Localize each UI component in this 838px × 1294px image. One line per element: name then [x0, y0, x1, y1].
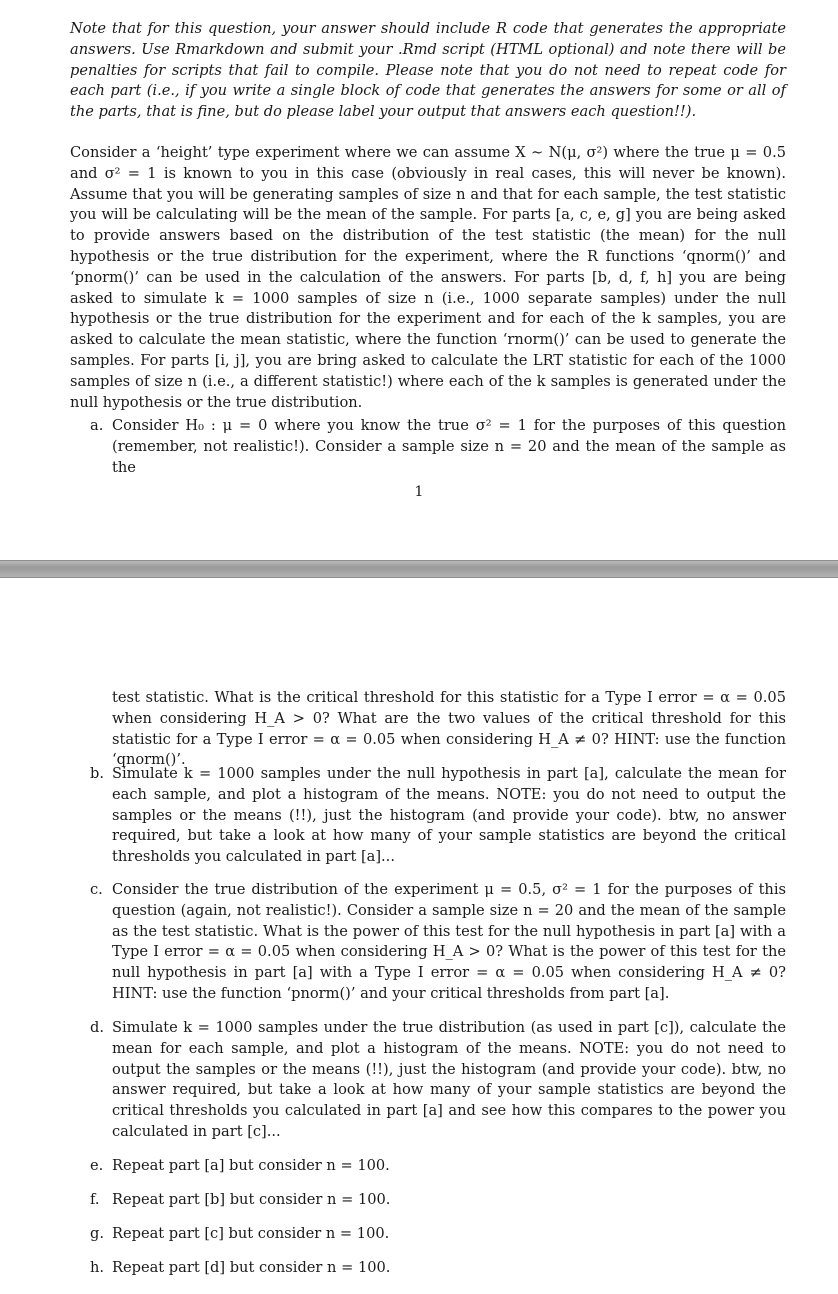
- item-d-label: d.: [90, 1019, 104, 1036]
- item-b-text: Simulate k = 1000 samples under the null hypothesis in part [a], calculate the mean for each sample, and plot a histogram of the means. NOTE: you do not need to output the samples or the means (!!), just the histogram (and provide your code). btw, no answer required, but take a look at how many of your sample statistics are beyond the critical thresholds you calculated in part [a]...: [112, 765, 786, 866]
- item-f: [90, 1190, 786, 1211]
- item-h: [90, 1258, 786, 1279]
- item-f-label: f.: [90, 1191, 100, 1208]
- item-e: [90, 1156, 786, 1177]
- page-separator: [0, 560, 838, 578]
- item-a: [90, 416, 786, 478]
- item-h-text: Repeat part [d] but consider n = 100.: [112, 1259, 391, 1276]
- item-a-continuation: test statistic. What is the critical threshold for this statistic for a Type I error = α = 0.05 when considering H_A > 0? What are the two values of the critical threshold for this statistic for a Type I error = α = 0.05 when considering H_A ≠ 0? HINT: use the function ‘qnorm()’.: [112, 689, 786, 769]
- item-a-label: a.: [90, 417, 104, 434]
- item-e-text: Repeat part [a] but consider n = 100.: [112, 1157, 390, 1174]
- page-number: 1: [414, 484, 424, 500]
- item-b-label: b.: [90, 765, 104, 782]
- page-2: [0, 578, 838, 1294]
- problem-intro: Consider a ‘height’ type experiment where we can assume X ∼ N(μ, σ²) where the true μ = 0.5 and σ² = 1 is known to you in this case (obviously in real cases, this will never be known). Assume that you will be generating samples of size n and that for each sample, the test statistic you will be calculating will be the mean of the sample. For parts [a, c, e, g] you are being asked to provide answers based on the distribution of the test statistic (the mean) for the null hypothesis or the true distribution for the experiment, where the R functions ‘qnorm()’ and ‘pnorm()’ can be used in the calculation of the answers. For parts [b, d, f, h] you are being asked to simulate k = 1000 samples of size n (i.e., 1000 separate samples) under the null hypothesis or the true distribution for the experiment and for each of the k samples, you are asked to calculate the mean statistic, where the function ‘rnorm()’ can be used to generate the samples. For parts [i, j], you are bring asked to calculate the LRT statistic for each of the 1000 samples of size n (i.e., a different statistic!) where each of the k samples is generated under the null hypothesis or the true distribution.: [70, 144, 786, 411]
- item-e-label: e.: [90, 1157, 104, 1174]
- instructions-note: Note that for this question, your answer should include R code that generates the appropriate answers. Use Rmarkdown and submit your .Rmd script (HTML optional) and note there will be penalties for scripts that fail to compile. Please note that you do not need to repeat code for each part (i.e., if you write a single block of code that generates the answers for some or all of the parts, that is fine, but do please label your output that answers each question!!).: [70, 20, 786, 121]
- item-g-text: Repeat part [c] but consider n = 100.: [112, 1225, 390, 1242]
- item-c-label: c.: [90, 881, 103, 898]
- item-c-text: Consider the true distribution of the experiment μ = 0.5, σ² = 1 for the purposes of this question (again, not realistic!). Consider a sample size n = 20 and the mean of the sample as the test statistic. What is the power of this test for the null hypothesis in part [a] with a Type I error = α = 0.05 when considering H_A > 0? What is the power of this test for the null hypothesis in part [a] with a Type I error = α = 0.05 when considering H_A ≠ 0? HINT: use the function ‘pnorm()’ and your critical thresholds from part [a].: [112, 881, 786, 1002]
- item-g: [90, 1224, 786, 1245]
- item-g-label: g.: [90, 1225, 104, 1242]
- item-d: [90, 1018, 786, 1143]
- item-d-text: Simulate k = 1000 samples under the true distribution (as used in part [c]), calculate the mean for each sample, and plot a histogram of the means. NOTE: you do not need to output the samples or the means (!!), just the histogram (and provide your code). btw, no answer required, but take a look at how many of your sample statistics are beyond the critical thresholds you calculated in part [a] and see how this compares to the power you calculated in part [c]...: [112, 1019, 786, 1140]
- item-b: [90, 764, 786, 868]
- page-1: [0, 0, 838, 556]
- item-h-label: h.: [90, 1259, 105, 1276]
- item-f-text: Repeat part [b] but consider n = 100.: [112, 1191, 391, 1208]
- item-a-text: Consider H₀ : μ = 0 where you know the true σ² = 1 for the purposes of this question (remember, not realistic!). Consider a sample size n = 20 and the mean of the sample as the: [112, 417, 786, 476]
- item-c: [90, 880, 786, 1005]
